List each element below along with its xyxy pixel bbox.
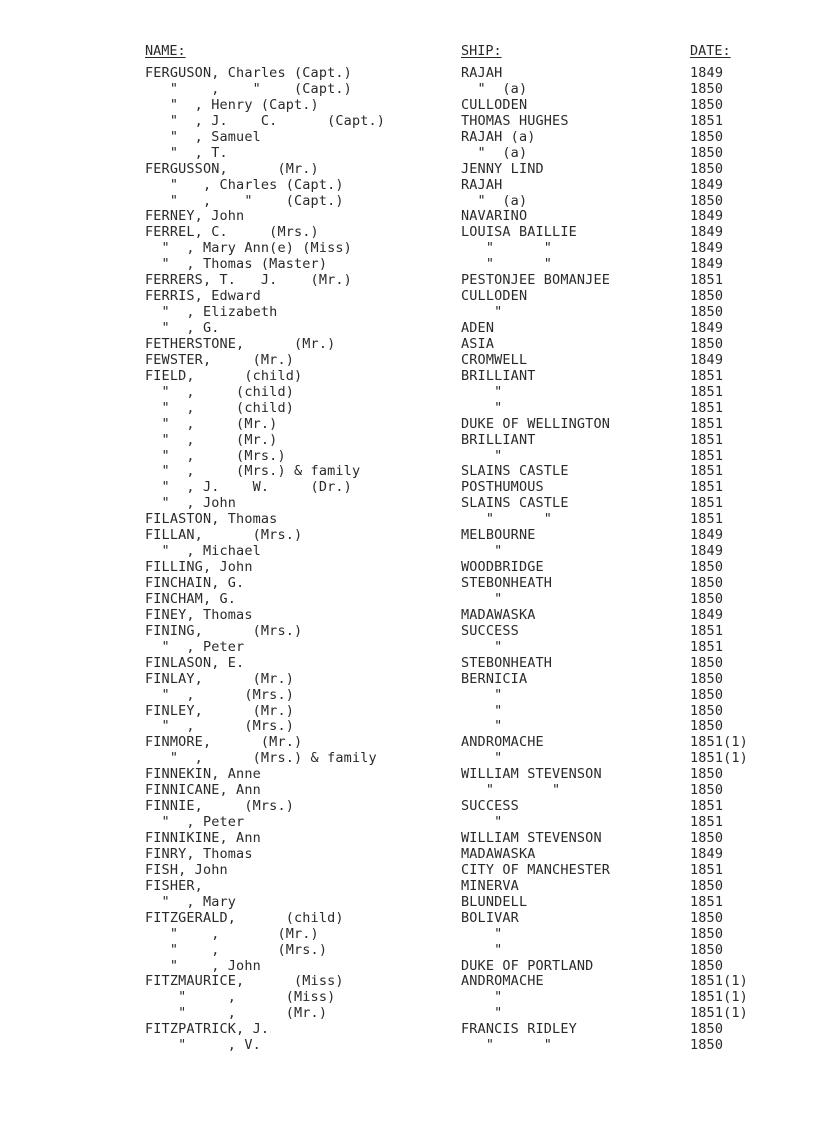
ship-name: ": [461, 750, 503, 767]
arrival-date: 1849: [690, 224, 724, 241]
list-item: [0, 767, 816, 783]
passenger-name: " , (child): [145, 399, 294, 416]
list-item: [0, 114, 816, 130]
list-item: [0, 417, 816, 433]
passenger-name: " , Peter: [145, 814, 245, 831]
list-item: [0, 209, 816, 225]
ship-name: FRANCIS RIDLEY: [461, 1021, 577, 1038]
list-item: [0, 337, 816, 353]
ship-name: ": [461, 383, 503, 400]
list-item: [0, 608, 816, 624]
arrival-date: 1851: [690, 495, 724, 512]
arrival-date: 1850: [690, 941, 724, 958]
passenger-name: FERNEY, John: [145, 208, 245, 225]
ship-name: DUKE OF WELLINGTON: [461, 415, 610, 432]
list-item: [0, 1038, 816, 1054]
arrival-date: 1849: [690, 351, 724, 368]
list-item: [0, 656, 816, 672]
list-item: [0, 82, 816, 98]
list-item: [0, 783, 816, 799]
ship-name: ": [461, 686, 503, 703]
passenger-name: FERGUSON, Charles (Capt.): [145, 65, 352, 81]
ship-name: SUCCESS: [461, 798, 519, 815]
passenger-name: FERGUSSON, (Mr.): [145, 160, 319, 177]
arrival-date: 1850: [690, 1021, 724, 1038]
arrival-date: 1851: [690, 367, 724, 384]
arrival-date: 1850: [690, 766, 724, 783]
passenger-name: " , J. C. (Capt.): [145, 112, 386, 129]
column-header-row: [0, 42, 816, 60]
ship-name: MELBOURNE: [461, 527, 536, 544]
passenger-name: FITZGERALD, (child): [145, 909, 344, 926]
list-item: [0, 895, 816, 911]
ship-name: " ": [461, 256, 553, 273]
passenger-name: " , Charles (Capt.): [145, 176, 344, 193]
arrival-date: 1850: [690, 877, 724, 894]
ship-name: " (a): [461, 192, 528, 209]
list-item: [0, 130, 816, 146]
passenger-name: " , Peter: [145, 638, 245, 655]
passenger-name: FINNIKINE, Ann: [145, 830, 261, 846]
arrival-date: 1850: [690, 702, 724, 719]
ship-name: LOUISA BAILLIE: [461, 224, 577, 241]
arrival-date: 1851: [690, 415, 724, 432]
list-item: [0, 990, 816, 1006]
arrival-date: 1850: [690, 782, 724, 799]
list-item: [0, 480, 816, 496]
ship-name: MADAWASKA: [461, 845, 536, 862]
ship-name: THOMAS HUGHES: [461, 112, 569, 129]
list-item: [0, 433, 816, 449]
arrival-date: 1851(1): [690, 973, 748, 990]
arrival-date: 1850: [690, 909, 724, 926]
passenger-name: FETHERSTONE, (Mr.): [145, 335, 336, 352]
passenger-name: FINING, (Mrs.): [145, 622, 303, 639]
passenger-name: FITZPATRICK, J.: [145, 1021, 270, 1038]
passenger-name: FINCHAM, G.: [145, 590, 237, 607]
list-item: [0, 321, 816, 337]
ship-name: ": [461, 447, 503, 464]
ship-name: BRILLIANT: [461, 431, 536, 448]
arrival-date: 1851: [690, 112, 724, 129]
arrival-date: 1850: [690, 160, 724, 177]
arrival-date: 1851(1): [690, 1005, 748, 1022]
name-column-header: NAME:: [145, 43, 186, 59]
arrival-date: 1850: [690, 80, 724, 97]
list-item: [0, 751, 816, 767]
ship-name: CITY OF MANCHESTER: [461, 861, 610, 878]
arrival-date: 1851: [690, 798, 724, 815]
passenger-name: " , Thomas (Master): [145, 256, 328, 273]
list-item: [0, 528, 816, 544]
arrival-date: 1851: [690, 638, 724, 655]
list-item: [0, 911, 816, 927]
ship-name: WILLIAM STEVENSON: [461, 830, 602, 846]
list-item: [0, 1006, 816, 1022]
list-item: [0, 624, 816, 640]
ship-name: ": [461, 590, 503, 607]
list-item: [0, 178, 816, 194]
list-item: [0, 576, 816, 592]
passenger-name: FINCHAIN, G.: [145, 575, 245, 591]
ship-name: STEBONHEATH: [461, 575, 553, 591]
passenger-name: FISHER,: [145, 877, 203, 894]
arrival-date: 1850: [690, 96, 724, 113]
ship-name: BERNICIA: [461, 670, 528, 687]
arrival-date: 1850: [690, 686, 724, 703]
passenger-name: " , (Mrs.): [145, 447, 286, 464]
passenger-name: " , (child): [145, 383, 294, 400]
ship-name: ": [461, 718, 503, 735]
arrival-date: 1851: [690, 399, 724, 416]
ship-name: BOLIVAR: [461, 909, 519, 926]
ship-name: MINERVA: [461, 877, 519, 894]
ship-name: RAJAH: [461, 176, 503, 193]
arrival-date: 1849: [690, 240, 724, 257]
ship-column-header: SHIP:: [461, 43, 502, 59]
ship-name: ": [461, 1005, 503, 1022]
list-item: [0, 927, 816, 943]
arrival-date: 1849: [690, 527, 724, 544]
arrival-date: 1850: [690, 1037, 724, 1054]
ship-name: ": [461, 543, 503, 560]
arrival-date: 1850: [690, 128, 724, 145]
ship-name: CROMWELL: [461, 351, 528, 368]
ship-name: " ": [461, 782, 561, 799]
arrival-date: 1851: [690, 431, 724, 448]
passenger-name: FEWSTER, (Mr.): [145, 351, 294, 368]
ship-name: ANDROMACHE: [461, 973, 544, 990]
arrival-date: 1851(1): [690, 750, 748, 767]
arrival-date: 1851: [690, 272, 724, 289]
passenger-name: " , John: [145, 495, 237, 512]
list-item: [0, 879, 816, 895]
passenger-list: [0, 66, 816, 1054]
arrival-date: 1851: [690, 447, 724, 464]
passenger-name: FISH, John: [145, 861, 228, 878]
arrival-date: 1850: [690, 830, 724, 846]
ship-name: ": [461, 989, 503, 1006]
passenger-name: FIELD, (child): [145, 367, 303, 384]
ship-name: MADAWASKA: [461, 606, 536, 623]
arrival-date: 1851(1): [690, 989, 748, 1006]
arrival-date: 1849: [690, 65, 724, 81]
passenger-name: " , (Mr.): [145, 431, 278, 448]
list-item: [0, 799, 816, 815]
passenger-name: FERREL, C. (Mrs.): [145, 224, 319, 241]
ship-name: ": [461, 638, 503, 655]
arrival-date: 1850: [690, 718, 724, 735]
ship-name: " (a): [461, 144, 528, 161]
list-item: [0, 974, 816, 990]
arrival-date: 1851: [690, 383, 724, 400]
passenger-name: " , G.: [145, 320, 220, 336]
arrival-date: 1850: [690, 304, 724, 321]
list-item: [0, 385, 816, 401]
list-item: [0, 719, 816, 735]
passenger-name: " , Mary: [145, 893, 237, 910]
list-item: [0, 225, 816, 241]
passenger-name: FINLAY, (Mr.): [145, 670, 294, 687]
passenger-name: " , J. W. (Dr.): [145, 479, 352, 496]
passenger-name: FILASTON, Thomas: [145, 511, 278, 528]
arrival-date: 1851: [690, 463, 724, 480]
passenger-name: FINEY, Thomas: [145, 606, 253, 623]
arrival-date: 1849: [690, 320, 724, 336]
arrival-date: 1849: [690, 256, 724, 273]
ship-name: SLAINS CASTLE: [461, 495, 569, 512]
list-item: [0, 688, 816, 704]
ship-name: NAVARINO: [461, 208, 528, 225]
passenger-name: FINNIE, (Mrs.): [145, 798, 294, 815]
ship-name: BRILLIANT: [461, 367, 536, 384]
arrival-date: 1851: [690, 861, 724, 878]
passenger-name: " , (Mr.): [145, 925, 319, 942]
passenger-name: " , (Mrs.) & family: [145, 750, 377, 767]
ship-name: DUKE OF PORTLAND: [461, 957, 594, 974]
list-item: [0, 241, 816, 257]
passenger-name: FINLEY, (Mr.): [145, 702, 294, 719]
arrival-date: 1850: [690, 559, 724, 576]
list-item: [0, 464, 816, 480]
list-item: [0, 257, 816, 273]
list-item: [0, 194, 816, 210]
passenger-name: " , Elizabeth: [145, 304, 278, 321]
ship-name: RAJAH: [461, 65, 503, 81]
passenger-name: " , Michael: [145, 543, 261, 560]
ship-name: ADEN: [461, 320, 495, 336]
list-item: [0, 863, 816, 879]
list-item: [0, 735, 816, 751]
list-item: [0, 704, 816, 720]
passenger-name: FINLASON, E.: [145, 654, 245, 671]
arrival-date: 1851: [690, 479, 724, 496]
arrival-date: 1850: [690, 575, 724, 591]
passenger-name: " , V.: [145, 1037, 261, 1054]
list-item: [0, 369, 816, 385]
list-item: [0, 496, 816, 512]
arrival-date: 1850: [690, 144, 724, 161]
list-item: [0, 162, 816, 178]
arrival-date: 1849: [690, 176, 724, 193]
passenger-name: FINNICANE, Ann: [145, 782, 261, 799]
ship-name: ": [461, 399, 503, 416]
passenger-name: " , (Mrs.): [145, 686, 294, 703]
list-item: [0, 512, 816, 528]
passenger-name: " , (Mrs.) & family: [145, 463, 361, 480]
passenger-name: " , John: [145, 957, 261, 974]
passenger-name: " , " (Capt.): [145, 80, 352, 97]
passenger-name: " , Henry (Capt.): [145, 96, 319, 113]
ship-name: ANDROMACHE: [461, 734, 544, 751]
list-item: [0, 353, 816, 369]
passenger-name: " , Mary Ann(e) (Miss): [145, 240, 352, 257]
ship-name: ": [461, 304, 503, 321]
passenger-name: FERRERS, T. J. (Mr.): [145, 272, 352, 289]
list-item: [0, 943, 816, 959]
list-item: [0, 66, 816, 82]
arrival-date: 1850: [690, 654, 724, 671]
list-item: [0, 672, 816, 688]
ship-name: ": [461, 814, 503, 831]
list-item: [0, 815, 816, 831]
arrival-date: 1849: [690, 845, 724, 862]
list-item: [0, 1022, 816, 1038]
passenger-name: FERRIS, Edward: [145, 288, 261, 305]
arrival-date: 1850: [690, 192, 724, 209]
ship-name: SUCCESS: [461, 622, 519, 639]
list-item: [0, 305, 816, 321]
passenger-name: " , " (Capt.): [145, 192, 344, 209]
list-item: [0, 640, 816, 656]
ship-name: CULLODEN: [461, 96, 528, 113]
ship-name: " (a): [461, 80, 528, 97]
passenger-name: FILLAN, (Mrs.): [145, 527, 303, 544]
ship-name: STEBONHEATH: [461, 654, 553, 671]
passenger-name: FITZMAURICE, (Miss): [145, 973, 344, 990]
ship-name: ASIA: [461, 335, 495, 352]
arrival-date: 1851: [690, 893, 724, 910]
list-item: [0, 289, 816, 305]
ship-name: WILLIAM STEVENSON: [461, 766, 602, 783]
arrival-date: 1850: [690, 288, 724, 305]
list-item: [0, 401, 816, 417]
ship-name: " ": [461, 1037, 553, 1054]
ship-name: ": [461, 702, 503, 719]
ship-name: ": [461, 925, 503, 942]
ship-name: ": [461, 941, 503, 958]
list-item: [0, 847, 816, 863]
ship-name: WOODBRIDGE: [461, 559, 544, 576]
passenger-name: " , (Mr.): [145, 1005, 328, 1022]
list-item: [0, 146, 816, 162]
passenger-name: " , T.: [145, 144, 228, 161]
ship-name: JENNY LIND: [461, 160, 544, 177]
arrival-date: 1851: [690, 511, 724, 528]
arrival-date: 1850: [690, 957, 724, 974]
arrival-date: 1849: [690, 606, 724, 623]
list-item: [0, 959, 816, 975]
ship-name: CULLODEN: [461, 288, 528, 305]
arrival-date: 1850: [690, 335, 724, 352]
list-item: [0, 592, 816, 608]
passenger-name: FILLING, John: [145, 559, 253, 576]
list-item: [0, 560, 816, 576]
list-item: [0, 273, 816, 289]
ship-name: POSTHUMOUS: [461, 479, 544, 496]
passenger-name: FINRY, Thomas: [145, 845, 253, 862]
ship-name: RAJAH (a): [461, 128, 536, 145]
arrival-date: 1851: [690, 622, 724, 639]
list-item: [0, 831, 816, 847]
ship-name: " ": [461, 511, 553, 528]
ship-name: PESTONJEE BOMANJEE: [461, 272, 610, 289]
arrival-date: 1850: [690, 670, 724, 687]
passenger-name: " , (Mr.): [145, 415, 278, 432]
passenger-name: FINNEKIN, Anne: [145, 766, 261, 783]
arrival-date: 1849: [690, 208, 724, 225]
arrival-date: 1850: [690, 590, 724, 607]
list-item: [0, 544, 816, 560]
passenger-name: " , (Miss): [145, 989, 336, 1006]
passenger-name: " , (Mrs.): [145, 718, 294, 735]
arrival-date: 1850: [690, 925, 724, 942]
list-item: [0, 98, 816, 114]
passenger-name: " , (Mrs.): [145, 941, 328, 958]
ship-name: BLUNDELL: [461, 893, 528, 910]
arrival-date: 1851(1): [690, 734, 748, 751]
list-item: [0, 449, 816, 465]
ship-name: SLAINS CASTLE: [461, 463, 569, 480]
ship-name: " ": [461, 240, 553, 257]
arrival-date: 1849: [690, 543, 724, 560]
passenger-name: FINMORE, (Mr.): [145, 734, 303, 751]
arrival-date: 1851: [690, 814, 724, 831]
passenger-name: " , Samuel: [145, 128, 261, 145]
date-column-header: DATE:: [690, 43, 731, 59]
